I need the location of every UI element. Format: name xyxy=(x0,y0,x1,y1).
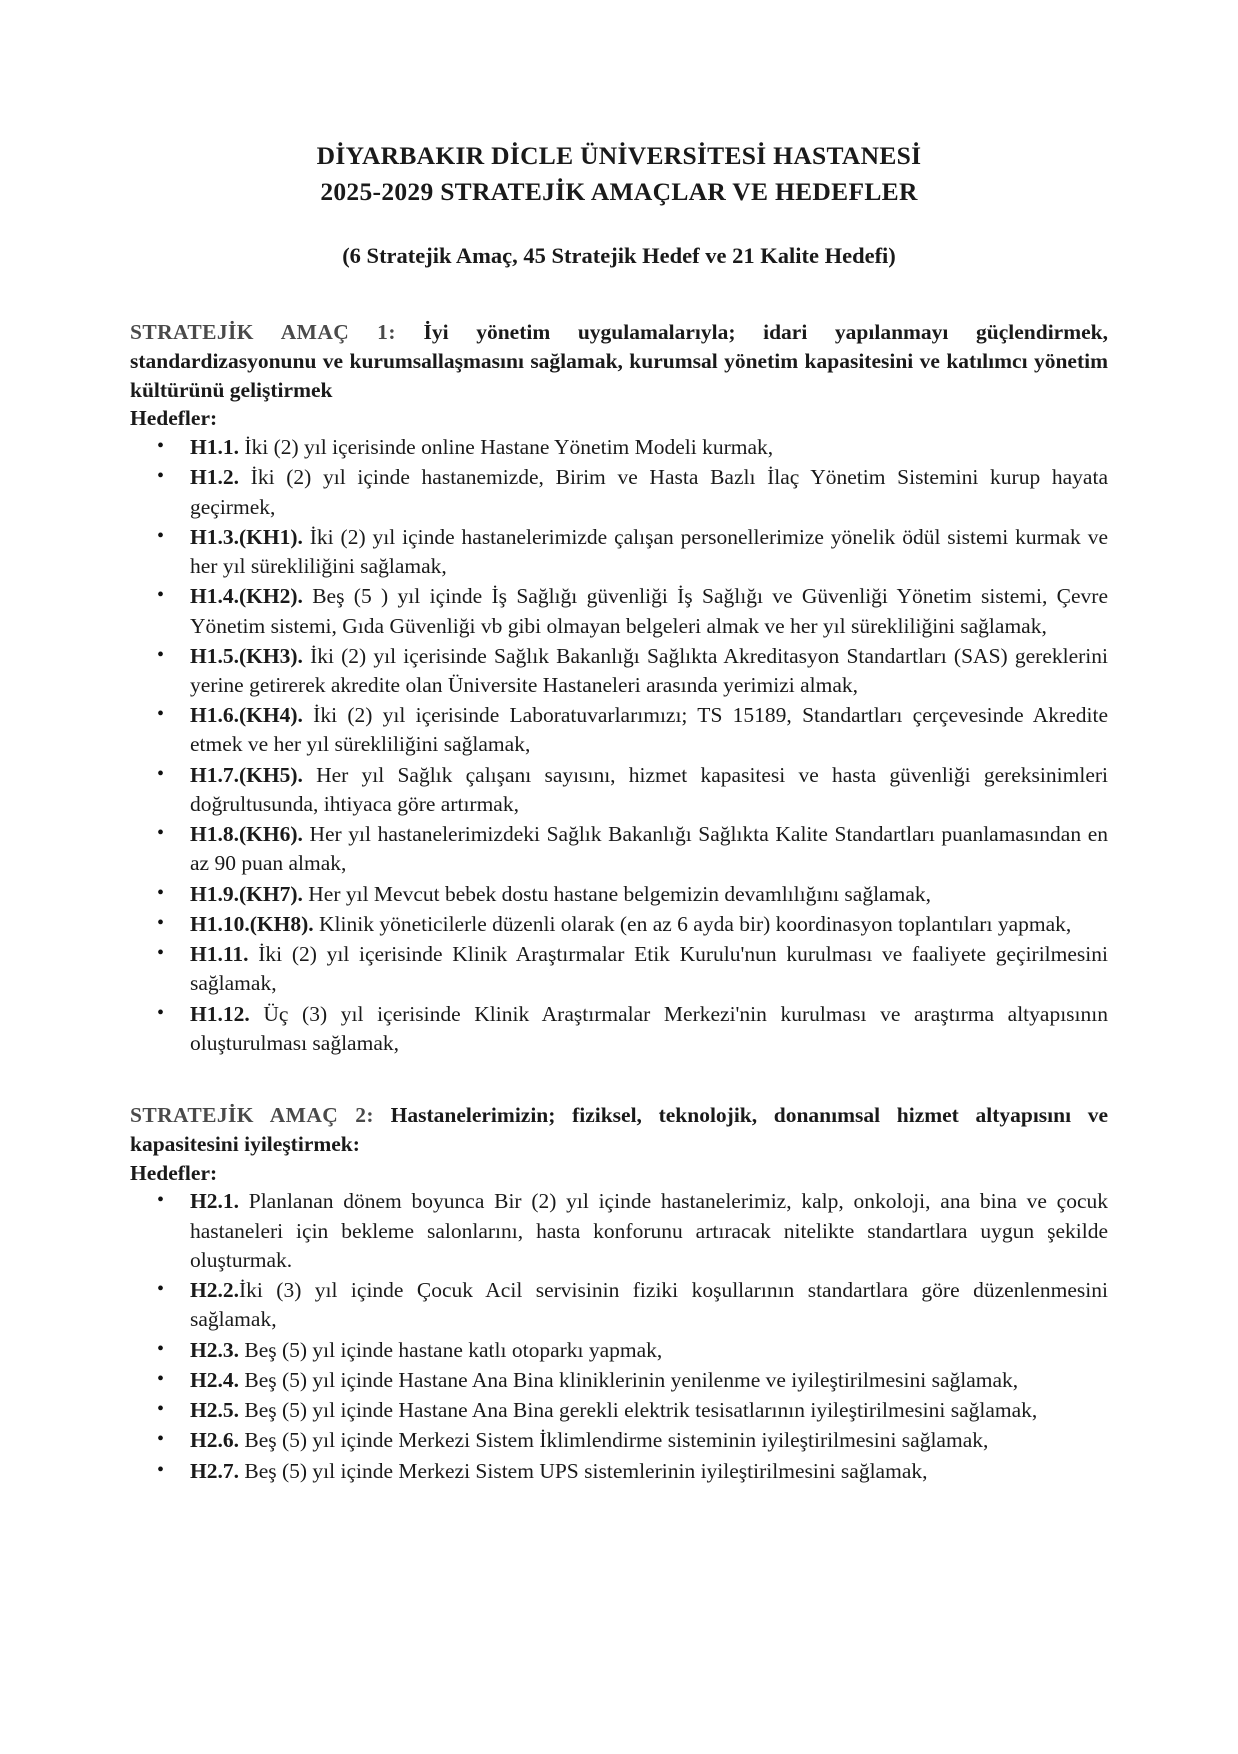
objective-body: Her yıl hastanelerimizdeki Sağlık Bakanlığı Sağlıkta Kalite Standartları puanlamasından en az 90 puan almak, xyxy=(190,822,1108,876)
objective-item xyxy=(130,523,1108,582)
objective-body: Beş (5) yıl içinde Hastane Ana Bina gerekli elektrik tesisatlarının iyileştirilmesini sağlamak, xyxy=(238,1398,1038,1423)
objective-body: İki (2) yıl içerisinde Klinik Araştırmalar Etik Kurulu'nun kurulması ve faaliyete geçirilmesini sağlamak, xyxy=(190,942,1108,996)
objective-body: Klinik yöneticilerle düzenli olarak (en az 6 ayda bir) koordinasyon toplantıları yapmak, xyxy=(313,911,1072,936)
objective-item xyxy=(130,1426,1108,1456)
objective-body: Her yıl Mevcut bebek dostu hastane belgemizin devamlılığını sağlamak, xyxy=(302,881,931,906)
goal-heading-1 xyxy=(130,318,1108,404)
objective-item xyxy=(130,940,1108,999)
objective-code: H1.4.(KH2). xyxy=(190,584,303,609)
objectives-label-1: Hedefler: xyxy=(130,406,218,431)
objective-body: İki (2) yıl içinde hastanemizde, Birim ve Hasta Bazlı İlaç Yönetim Sistemini kurup hayata geçirmek, xyxy=(190,465,1108,519)
document-title-line-1: DİYARBAKIR DİCLE ÜNİVERSİTESİ HASTANESİ xyxy=(316,141,922,170)
objective-body: İki (3) yıl içinde Çocuk Acil servisinin fiziki koşullarının standartlara göre düzenlenmesini sağlamak, xyxy=(190,1278,1108,1332)
objective-item xyxy=(130,880,1108,910)
document-subtitle: (6 Stratejik Amaç, 45 Stratejik Hedef ve 21 Kalite Hedefi) xyxy=(342,243,896,269)
objectives-label-2: Hedefler: xyxy=(130,1160,218,1185)
objective-code: H2.1. xyxy=(190,1189,239,1214)
objective-code: H2.2. xyxy=(190,1278,239,1303)
objective-item xyxy=(130,1396,1108,1426)
goal-heading-2 xyxy=(130,1101,1108,1159)
page-content xyxy=(130,0,1108,1487)
objective-body: İki (2) yıl içerisinde Laboratuvarlarımızı; TS 15189, Standartları çerçevesinde Akredite etmek ve her yıl sürekliliğini sağlamak, xyxy=(190,703,1108,757)
objective-body: İki (2) yıl içerisinde online Hastane Yönetim Modeli kurmak, xyxy=(238,435,774,460)
goal-label-2: STRATEJİK AMAÇ 2: xyxy=(130,1103,374,1128)
objective-item xyxy=(130,433,1108,463)
objective-item xyxy=(130,761,1108,820)
strategic-goal-section-2 xyxy=(130,1101,1108,1487)
objective-item xyxy=(130,463,1108,522)
objective-body: Beş (5) yıl içinde hastane katlı otoparkı yapmak, xyxy=(238,1337,663,1362)
objective-item xyxy=(130,1457,1108,1487)
objective-code: H1.1. xyxy=(190,435,239,460)
objective-code: H1.10.(KH8). xyxy=(190,911,314,936)
objective-code: H1.9.(KH7). xyxy=(190,881,303,906)
objective-body: İki (2) yıl içinde hastanelerimizde çalışan personellerimize yönelik ödül sistemi kurmak ve her yıl sürekliliğini sağlamak, xyxy=(190,524,1108,579)
goal-text-2: Hastanelerimizin; fiziksel, teknolojik, donanımsal hizmet altyapısını ve kapasitesini iyileştirmek: xyxy=(130,1103,1109,1156)
objective-body: Üç (3) yıl içerisinde Klinik Araştırmalar Merkezi'nin kurulması ve araştırma altyapısının oluşturulması sağlamak, xyxy=(190,1001,1108,1055)
objective-code: H1.2. xyxy=(190,465,239,490)
goal-label-1: STRATEJİK AMAÇ 1: xyxy=(130,319,396,344)
objective-body: İki (2) yıl içerisinde Sağlık Bakanlığı Sağlıkta Akreditasyon Standartları (SAS) gereklerini yerine getirerek akredite olan Üniversite Hastaneleri arasında yerimizi almak, xyxy=(190,643,1108,697)
objective-code: H2.6. xyxy=(190,1428,239,1453)
objective-item xyxy=(130,1336,1108,1366)
objective-body: Planlanan dönem boyunca Bir (2) yıl içinde hastanelerimiz, kalp, onkoloji, ana bina ve çocuk hastaneleri için bekleme salonlarını, hasta konforunu artıracak nitelikte standartlara uygun şekilde oluşturmak. xyxy=(190,1189,1108,1272)
objective-code: H1.11. xyxy=(190,942,249,967)
objective-code: H1.3.(KH1). xyxy=(190,524,303,549)
objective-item xyxy=(130,820,1108,879)
objective-item xyxy=(130,1366,1108,1396)
objectives-list-1 xyxy=(130,433,1108,1059)
objective-item xyxy=(130,642,1108,701)
objective-code: H2.3. xyxy=(190,1337,239,1362)
objective-code: H1.7.(KH5). xyxy=(190,762,303,787)
objective-body: Beş (5 ) yıl içinde İş Sağlığı güvenliği İş Sağlığı ve Güvenliği Yönetim sistemi, Çevre Yönetim sistemi, Gıda Güvenliği vb gibi olmayan belgeleri almak ve her yıl sürekliliğini sağlamak, xyxy=(190,584,1108,638)
objective-body: Her yıl Sağlık çalışanı sayısını, hizmet kapasitesi ve hasta güvenliği gereksinimleri doğrultusunda, ihtiyaca göre artırmak, xyxy=(190,762,1108,816)
objective-code: H2.7. xyxy=(190,1458,239,1483)
objective-item xyxy=(130,910,1108,940)
objective-code: H1.6.(KH4). xyxy=(190,703,303,728)
document-title-line-2: 2025-2029 STRATEJİK AMAÇLAR VE HEDEFLER xyxy=(320,177,918,207)
objective-item xyxy=(130,1276,1108,1335)
goal-text-1: İyi yönetim uygulamalarıyla; idari yapılanmayı güçlendirmek, standardizasyonunu ve kurumsallaşmasını sağlamak, kurumsal yönetim kapasitesini ve katılımcı yönetim kültürünü geliştirmek xyxy=(130,319,1108,402)
objective-item xyxy=(130,701,1108,760)
objective-item xyxy=(130,1000,1108,1059)
objective-body: Beş (5) yıl içinde Hastane Ana Bina kliniklerinin yenilenme ve iyileştirilmesini sağlamak, xyxy=(238,1367,1019,1392)
objective-code: H1.5.(KH3). xyxy=(190,643,303,668)
objective-code: H2.5. xyxy=(190,1398,239,1423)
objective-item xyxy=(130,1187,1108,1276)
objectives-list-2 xyxy=(130,1187,1108,1486)
strategic-goal-section-1 xyxy=(130,318,1108,1059)
objective-code: H2.4. xyxy=(190,1367,239,1392)
objective-item xyxy=(130,582,1108,641)
objective-body: Beş (5) yıl içinde Merkezi Sistem İklimlendirme sisteminin iyileştirilmesini sağlamak, xyxy=(238,1428,989,1453)
objective-code: H1.12. xyxy=(190,1001,250,1026)
document-header xyxy=(130,0,1108,272)
objective-body: Beş (5) yıl içinde Merkezi Sistem UPS sistemlerinin iyileştirilmesini sağlamak, xyxy=(238,1458,928,1483)
objective-code: H1.8.(KH6). xyxy=(190,822,303,847)
